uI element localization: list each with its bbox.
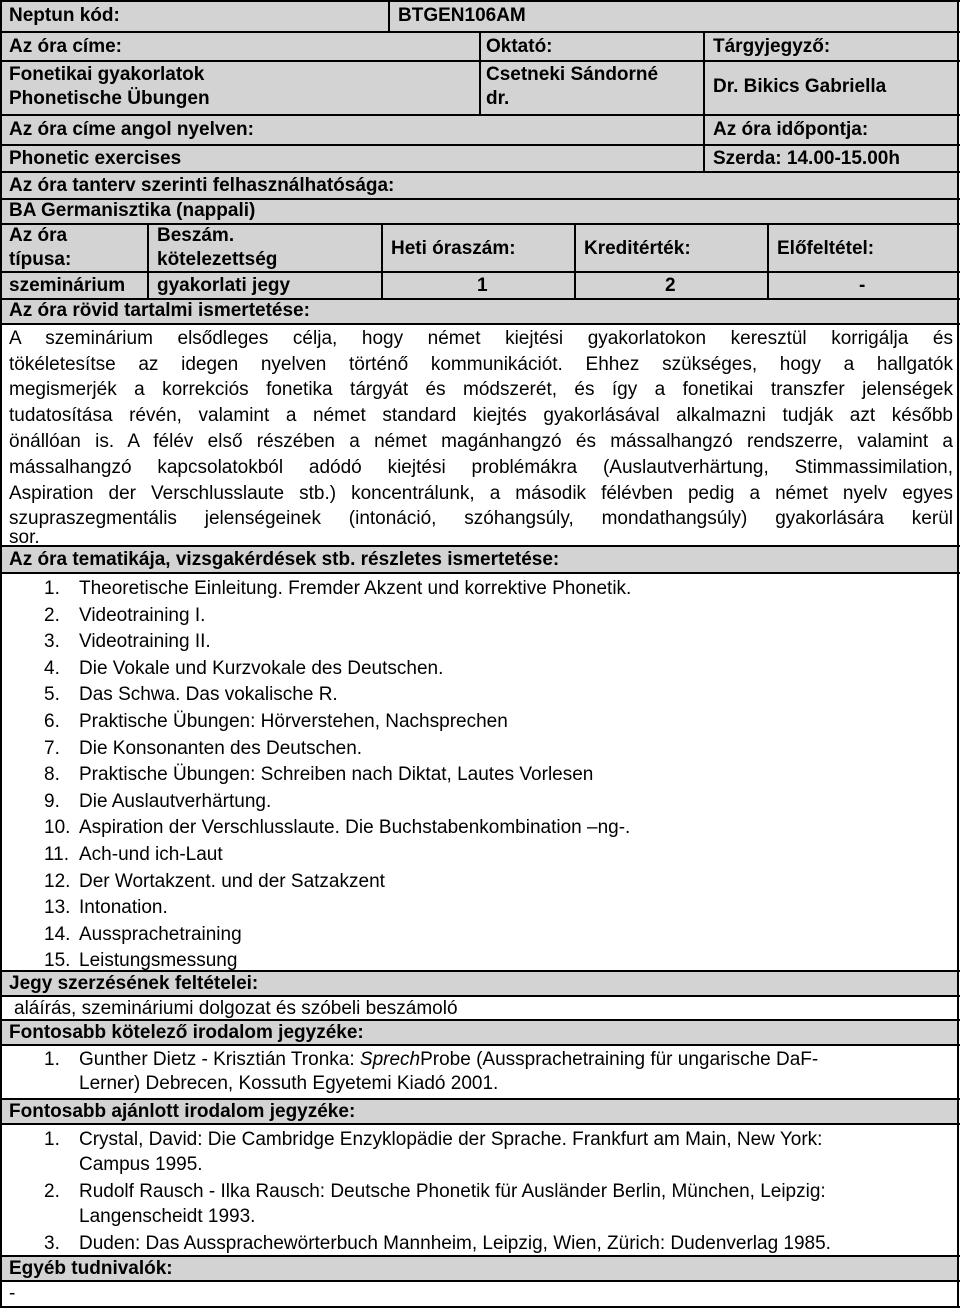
syllabus-item: Das Schwa. Das vokalische R. xyxy=(79,684,338,705)
credit-label: Kreditérték: xyxy=(584,238,691,259)
obligation-label-1: Beszám. xyxy=(157,225,235,246)
required-lit-label: Fontosabb kötelező irodalom jegyzéke: xyxy=(9,1022,364,1043)
hours-label: Heti óraszám: xyxy=(391,238,516,259)
recommended-lit-number: 1. xyxy=(44,1129,60,1150)
syllabus-item: Die Vokale und Kurzvokale des Deutschen. xyxy=(79,658,444,679)
syllabus-number: 5. xyxy=(44,684,60,705)
instructor-name-2: dr. xyxy=(486,88,510,109)
recommended-lit-number: 2. xyxy=(44,1181,60,1202)
summary-line: megismerjék a korrekciós fonetika tárgyát és módszerét, és így a fonetikai transzfer jelenségek xyxy=(9,379,953,400)
syllabus-number: 3. xyxy=(44,631,60,652)
col-sep xyxy=(703,31,705,172)
summary-label: Az óra rövid tartalmi ismertetése: xyxy=(9,300,310,321)
summary-line-last: sor. xyxy=(9,527,40,548)
usability-label: Az óra tanterv szerinti felhasználhatósága: xyxy=(9,175,395,196)
rule xyxy=(0,1044,960,1046)
col-sep xyxy=(574,223,576,299)
recommended-lit-item: Crystal, David: Die Cambridge Enzyklopädie der Sprache. Frankfurt am Main, New York: xyxy=(79,1129,823,1150)
time-label: Az óra időpontja: xyxy=(713,119,869,140)
recommended-lit-number: 3. xyxy=(44,1233,60,1254)
grading-label: Jegy szerzésének feltételei: xyxy=(9,973,259,994)
rule xyxy=(0,1098,960,1100)
title-en-label: Az óra címe angol nyelven: xyxy=(9,119,254,140)
registrar-label: Tárgyjegyző: xyxy=(713,36,831,57)
rule xyxy=(0,271,960,273)
summary-line: szupraszegmentális jelenségeinek (intonáció, szóhangsúly, mondathangsúly) gyakorlására kerül xyxy=(9,508,953,529)
summary-line: tökéletesítse az idegen nyelven történő kommunikációt. Ehhez szükséges, hogy a hallgatók xyxy=(9,354,953,375)
rule xyxy=(0,323,960,325)
instructor-name-1: Csetneki Sándorné xyxy=(486,64,659,85)
rule xyxy=(0,1280,960,1282)
syllabus-number: 4. xyxy=(44,658,60,679)
summary-line: önállóan is. A félév első részében a német magánhangzó és mássalhangzó rendszerre, valamint a xyxy=(9,431,953,452)
syllabus-item: Praktische Übungen: Hörverstehen, Nachsprechen xyxy=(79,711,508,732)
col-sep xyxy=(767,223,769,299)
rule xyxy=(0,1255,960,1257)
required-lit-item: Gunther Dietz - Krisztián Tronka: SprechProbe (Aussprachetraining für ungarische DaF- xyxy=(79,1049,819,1070)
syllabus-item: Praktische Übungen: Schreiben nach Diktat, Lautes Vorlesen xyxy=(79,764,594,785)
neptun-code: BTGEN106AM xyxy=(398,5,526,26)
course-type: szeminárium xyxy=(9,275,126,296)
registrar-name: Dr. Bikics Gabriella xyxy=(713,76,887,97)
other-text: - xyxy=(9,1283,16,1304)
rule xyxy=(0,0,960,2)
summary-line: tudatosítása révén, valamint a német standard kiejtés gyakorlásával alkalmazni tudják azt később xyxy=(9,405,953,426)
required-lit-item-cont: Lerner) Debrecen, Kossuth Egyetemi Kiadó 2001. xyxy=(79,1073,499,1094)
rule xyxy=(0,1123,960,1125)
col-sep xyxy=(479,31,481,115)
syllabus-item: Aussprachetraining xyxy=(79,924,242,945)
syllabus-number: 13. xyxy=(44,897,71,918)
course-title-en: Phonetic exercises xyxy=(9,148,182,169)
syllabus-item: Theoretische Einleitung. Fremder Akzent und korrektive Phonetik. xyxy=(79,578,632,599)
border-left xyxy=(0,0,2,1308)
syllabus-item: Der Wortakzent. und der Satzakzent xyxy=(79,871,385,892)
syllabus-number: 8. xyxy=(44,764,60,785)
obligation-label-2: kötelezettség xyxy=(157,249,278,270)
syllabus-label: Az óra tematikája, vizsgakérdések stb. részletes ismertetése: xyxy=(9,549,560,570)
instructor-label: Oktató: xyxy=(486,36,553,57)
syllabus-number: 7. xyxy=(44,738,60,759)
syllabus-item: Videotraining II. xyxy=(79,631,211,652)
title-italic: Sprech xyxy=(359,1049,421,1070)
type-label-2: típusa: xyxy=(9,249,72,270)
prereq-value: - xyxy=(859,275,866,296)
rule xyxy=(0,144,960,146)
credit-value: 2 xyxy=(665,275,676,296)
obligation-value: gyakorlati jegy xyxy=(157,275,291,296)
syllabus-number: 11. xyxy=(44,844,70,865)
rule xyxy=(0,995,960,997)
border-right xyxy=(957,0,959,1308)
required-lit-number: 1. xyxy=(44,1049,60,1070)
syllabus-number: 14. xyxy=(44,924,71,945)
syllabus-item: Die Auslautverhärtung. xyxy=(79,791,272,812)
prereq-label: Előfeltétel: xyxy=(777,238,875,259)
syllabus-item: Leistungsmessung xyxy=(79,950,238,971)
rule xyxy=(0,1306,960,1308)
recommended-lit-item-cont: Campus 1995. xyxy=(79,1154,203,1175)
rule xyxy=(0,171,960,173)
rule xyxy=(0,223,960,225)
syllabus-number: 15. xyxy=(44,950,71,971)
recommended-lit-item-cont: Langenscheidt 1993. xyxy=(79,1206,256,1227)
rule xyxy=(0,572,960,574)
col-sep xyxy=(388,0,390,32)
course-title-de: Phonetische Übungen xyxy=(9,88,210,109)
col-sep xyxy=(147,223,149,299)
neptun-label: Neptun kód: xyxy=(9,5,120,26)
recommended-lit-item: Duden: Das Aussprachewörterbuch Mannheim, Leipzig, Wien, Zürich: Dudenverlag 1985. xyxy=(79,1233,831,1254)
syllabus-item: Die Konsonanten des Deutschen. xyxy=(79,738,363,759)
syllabus-number: 10. xyxy=(44,817,71,838)
syllabus-number: 12. xyxy=(44,871,71,892)
syllabus-number: 1. xyxy=(44,578,60,599)
syllabus-number: 6. xyxy=(44,711,60,732)
usability-value: BA Germanisztika (nappali) xyxy=(9,200,256,221)
syllabus-number: 9. xyxy=(44,791,60,812)
syllabus-item: Ach-und ich-Laut xyxy=(79,844,223,865)
grading-text: aláírás, szemináriumi dolgozat és szóbeli beszámoló xyxy=(14,998,458,1019)
syllabus-item: Intonation. xyxy=(79,897,168,918)
other-label: Egyéb tudnivalók: xyxy=(9,1258,173,1279)
course-time: Szerda: 14.00-15.00h xyxy=(713,148,900,169)
summary-line: A szeminárium elsődleges célja, hogy német kiejtési gyakorlatokon keresztül korrigálja és xyxy=(9,328,953,349)
type-label-1: Az óra xyxy=(9,225,68,246)
col-sep xyxy=(381,223,383,299)
hours-value: 1 xyxy=(477,275,488,296)
summary-line: Aspiration der Verschlusslaute stb.) koncentrálunk, a második félévben pedig a német nyelv egyes xyxy=(9,483,953,504)
syllabus-item: Aspiration der Verschlusslaute. Die Buchstabenkombination –ng-. xyxy=(79,817,631,838)
recommended-lit-item: Rudolf Rausch - Ilka Rausch: Deutsche Phonetik für Ausländer Berlin, München, Leipzig: xyxy=(79,1181,826,1202)
course-title-hu: Fonetikai gyakorlatok xyxy=(9,64,205,85)
summary-line: mássalhangzó kapcsolatokból adódó kiejtési problémákra (Auslautverhärtung, Stimmassimilation, xyxy=(9,457,953,478)
syllabus-number: 2. xyxy=(44,605,60,626)
syllabus-item: Videotraining I. xyxy=(79,605,206,626)
recommended-lit-label: Fontosabb ajánlott irodalom jegyzéke: xyxy=(9,1101,356,1122)
title-label: Az óra címe: xyxy=(9,36,122,57)
